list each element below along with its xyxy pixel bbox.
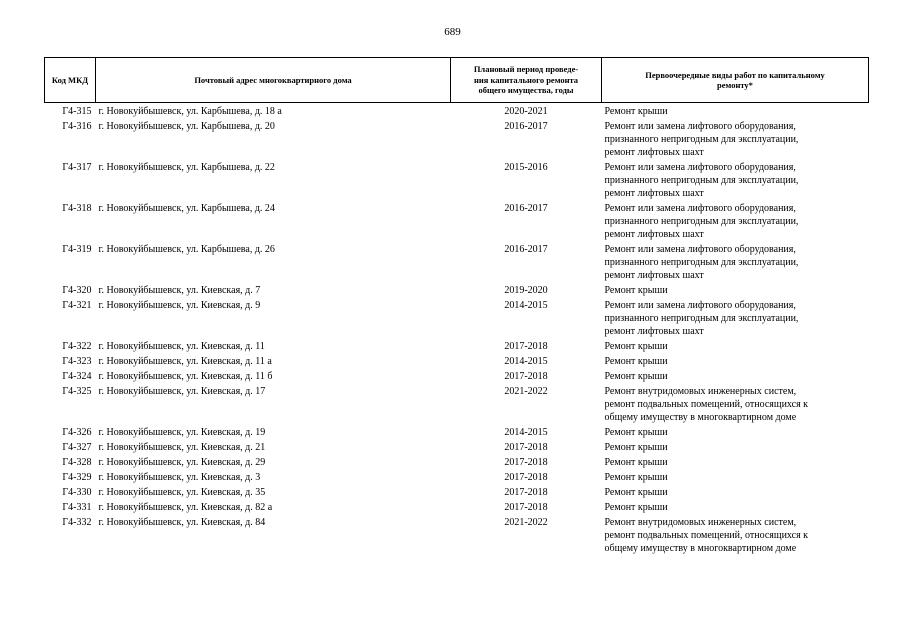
row-address: г. Новокуйбышевск, ул. Киевская, д. 17 (98, 386, 266, 397)
row-period: 2017-2018 (504, 341, 548, 352)
row-works (602, 424, 869, 439)
row-works-line: признанного непригодным для эксплуатации, (604, 134, 799, 145)
table-row (45, 282, 869, 297)
row-code: Г4-330 (62, 487, 92, 498)
row-works-line: общему имуществу в многоквартирном доме (604, 543, 797, 554)
row-period: 2017-2018 (504, 487, 548, 498)
row-address: г. Новокуйбышевск, ул. Киевская, д. 21 (98, 442, 266, 453)
row-works-line: ремонт лифтовых шахт (604, 188, 704, 199)
row-code: Г4-316 (62, 121, 92, 132)
row-works-line: Ремонт или замена лифтового оборудования, (604, 244, 796, 255)
row-period: 2017-2018 (504, 472, 548, 483)
row-works (602, 159, 869, 200)
row-code: Г4-315 (62, 106, 92, 117)
header-works-line: Первоочередные виды работ по капитальному (645, 69, 825, 80)
row-period: 2016-2017 (504, 121, 548, 132)
row-works-line: Ремонт крыши (604, 285, 668, 296)
row-works (602, 454, 869, 469)
row-works-line: Ремонт крыши (604, 502, 668, 513)
table-header-row (45, 58, 869, 103)
row-works-line: ремонт подвальных помещений, относящихся к (604, 530, 809, 541)
header-address: Почтовый адрес многоквартирного дома (96, 58, 451, 103)
row-works-line: признанного непригодным для эксплуатации, (604, 257, 799, 268)
row-address: г. Новокуйбышевск, ул. Киевская, д. 11 б (98, 371, 273, 382)
table-row (45, 454, 869, 469)
row-period: 2021-2022 (504, 386, 548, 397)
table-row (45, 159, 869, 200)
row-address: г. Новокуйбышевск, ул. Карбышева, д. 24 (98, 203, 275, 214)
table-row (45, 469, 869, 484)
row-works (602, 241, 869, 282)
header-period-line: Плановый период проведе- (473, 64, 579, 75)
row-works (602, 514, 869, 555)
row-address: г. Новокуйбышевск, ул. Киевская, д. 29 (98, 457, 266, 468)
row-address: г. Новокуйбышевск, ул. Киевская, д. 35 (98, 487, 266, 498)
table-row (45, 383, 869, 424)
row-works-line: Ремонт крыши (604, 371, 668, 382)
row-works-line: Ремонт крыши (604, 427, 668, 438)
row-works-line: Ремонт крыши (604, 487, 668, 498)
row-works-line: Ремонт или замена лифтового оборудования, (604, 300, 796, 311)
row-address: г. Новокуйбышевск, ул. Карбышева, д. 26 (98, 244, 275, 255)
row-works-line: ремонт лифтовых шахт (604, 147, 704, 158)
row-works (602, 297, 869, 338)
row-works (602, 103, 869, 119)
row-code: Г4-320 (62, 285, 92, 296)
row-period: 2014-2015 (504, 356, 548, 367)
table-row (45, 439, 869, 454)
page-number: 689 (444, 26, 461, 38)
row-period: 2015-2016 (504, 162, 548, 173)
row-works-line: Ремонт или замена лифтового оборудования, (604, 203, 796, 214)
row-period: 2017-2018 (504, 371, 548, 382)
table-row (45, 499, 869, 514)
row-address: г. Новокуйбышевск, ул. Киевская, д. 11 а (98, 356, 272, 367)
row-address: г. Новокуйбышевск, ул. Киевская, д. 84 (98, 517, 266, 528)
row-code: Г4-327 (62, 442, 92, 453)
header-period-line: общего имущества, годы (478, 85, 574, 96)
row-code: Г4-319 (62, 244, 92, 255)
row-address: г. Новокуйбышевск, ул. Киевская, д. 82 а (98, 502, 273, 513)
row-works (602, 499, 869, 514)
row-works-line: общему имуществу в многоквартирном доме (604, 412, 797, 423)
row-period: 2017-2018 (504, 442, 548, 453)
row-period: 2016-2017 (504, 203, 548, 214)
row-code: Г4-318 (62, 203, 92, 214)
row-works-line: Ремонт крыши (604, 356, 668, 367)
header-period (451, 58, 602, 103)
row-code: Г4-329 (62, 472, 92, 483)
row-period: 2017-2018 (504, 457, 548, 468)
row-code: Г4-328 (62, 457, 92, 468)
capital-repair-table (44, 57, 869, 555)
row-works-line: Ремонт крыши (604, 341, 668, 352)
row-works-line: Ремонт или замена лифтового оборудования, (604, 162, 796, 173)
row-period: 2016-2017 (504, 244, 548, 255)
row-works (602, 368, 869, 383)
row-code: Г4-326 (62, 427, 92, 438)
row-code: Г4-323 (62, 356, 92, 367)
row-address: г. Новокуйбышевск, ул. Киевская, д. 9 (98, 300, 261, 311)
table-row (45, 200, 869, 241)
row-period: 2017-2018 (504, 502, 548, 513)
header-period-line: ния капитального ремонта (473, 74, 579, 85)
table-row (45, 424, 869, 439)
row-period: 2019-2020 (504, 285, 548, 296)
row-works-line: Ремонт внутридомовых инженерных систем, (604, 517, 797, 528)
row-address: г. Новокуйбышевск, ул. Карбышева, д. 22 (98, 162, 275, 173)
row-code: Г4-321 (62, 300, 92, 311)
table-row (45, 353, 869, 368)
table-row (45, 338, 869, 353)
row-code: Г4-324 (62, 371, 92, 382)
row-code: Г4-325 (62, 386, 92, 397)
header-works (602, 58, 869, 103)
row-works-line: ремонт подвальных помещений, относящихся к (604, 399, 809, 410)
row-code: Г4-332 (62, 517, 92, 528)
row-works-line: Ремонт крыши (604, 472, 668, 483)
row-works-line: признанного непригодным для эксплуатации, (604, 313, 799, 324)
row-works (602, 484, 869, 499)
row-address: г. Новокуйбышевск, ул. Карбышева, д. 20 (98, 121, 275, 132)
table-row (45, 368, 869, 383)
table-row (45, 514, 869, 555)
row-works-line: Ремонт крыши (604, 457, 668, 468)
row-works (602, 118, 869, 159)
row-works (602, 282, 869, 297)
row-period: 2020-2021 (504, 106, 548, 117)
row-works-line: ремонт лифтовых шахт (604, 270, 704, 281)
row-works-line: признанного непригодным для эксплуатации, (604, 175, 799, 186)
row-works-line: признанного непригодным для эксплуатации, (604, 216, 799, 227)
row-works-line: ремонт лифтовых шахт (604, 229, 704, 240)
row-address: г. Новокуйбышевск, ул. Киевская, д. 3 (98, 472, 261, 483)
row-code: Г4-331 (62, 502, 92, 513)
row-code: Г4-322 (62, 341, 92, 352)
row-code: Г4-317 (62, 162, 92, 173)
row-period: 2014-2015 (504, 427, 548, 438)
table-row (45, 484, 869, 499)
row-address: г. Новокуйбышевск, ул. Киевская, д. 7 (98, 285, 261, 296)
table-row (45, 103, 869, 119)
row-works-line: Ремонт внутридомовых инженерных систем, (604, 386, 797, 397)
row-works-line: Ремонт или замена лифтового оборудования, (604, 121, 796, 132)
row-works (602, 439, 869, 454)
table-row (45, 118, 869, 159)
header-code: Код МКД (45, 58, 96, 103)
row-works-line: Ремонт крыши (604, 442, 668, 453)
row-address: г. Новокуйбышевск, ул. Киевская, д. 19 (98, 427, 266, 438)
row-works (602, 338, 869, 353)
row-address: г. Новокуйбышевск, ул. Киевская, д. 11 (98, 341, 265, 352)
row-works (602, 383, 869, 424)
row-works-line: Ремонт крыши (604, 106, 668, 117)
row-works (602, 353, 869, 368)
row-period: 2021-2022 (504, 517, 548, 528)
row-period: 2014-2015 (504, 300, 548, 311)
row-works (602, 200, 869, 241)
table-body (45, 103, 869, 556)
row-address: г. Новокуйбышевск, ул. Карбышева, д. 18 а (98, 106, 282, 117)
table-row (45, 241, 869, 282)
row-works-line: ремонт лифтовых шахт (604, 326, 704, 337)
table-row (45, 297, 869, 338)
row-works (602, 469, 869, 484)
header-works-line: ремонту* (717, 80, 753, 90)
